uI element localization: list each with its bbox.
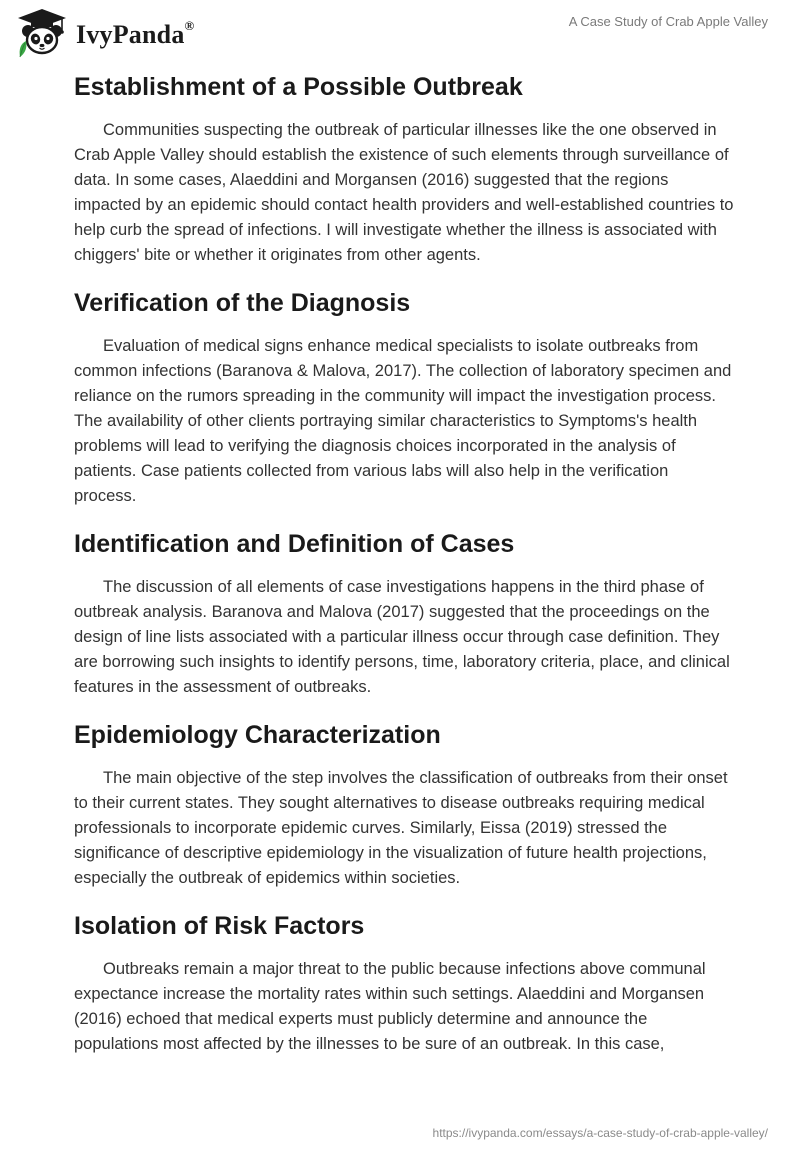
page-header — [0, 0, 800, 64]
section-paragraph: The discussion of all elements of case investigations happens in the third phase of outbreak analysis. Baranova and Malova (2017) suggested that the proceedings on the design of line lists associated with a particular illness occur through case definition. They are borrowing such insights to identify persons, time, laboratory criteria, place, and clinical features in the assessment of outbreaks. — [74, 578, 730, 696]
brand-name: IvyPanda® — [76, 18, 195, 49]
section-establishment — [74, 70, 734, 268]
section-heading: Epidemiology Characterization — [74, 721, 441, 749]
section-identification — [74, 527, 734, 700]
document-title: A Case Study of Crab Apple Valley — [568, 14, 768, 29]
panda-graduate-icon — [14, 7, 70, 59]
section-paragraph: Outbreaks remain a major threat to the public because infections above communal expectance increase the mortality rates within such settings. Alaeddini and Morgansen (2016) echoed that medical experts must publicly determine and announce the populations most affected by the illnesses to be sure of an outbreak. In this case, — [74, 960, 706, 1053]
section-paragraph: Communities suspecting the outbreak of particular illnesses like the one observed in Crab Apple Valley should establish the existence of such elements through surveillance of data. In some cases, Alaeddini and Morgansen (2016) suggested that the regions impacted by an epidemic should contact health providers and well-established countries to help curb the spread of infections. I will investigate whether the illness is associated with chiggers' bite or whether it originates from other agents. — [74, 121, 734, 264]
section-paragraph: The main objective of the step involves the classification of outbreaks from their onset to their current states. They sought alternatives to disease outbreaks requiring medical professionals to incorporate epidemic curves. Similarly, Eissa (2019) stressed the significance of descriptive epidemiology in the visualization of future health projections, especially the outbreak of epidemics within societies. — [74, 769, 728, 887]
section-heading: Establishment of a Possible Outbreak — [74, 73, 523, 101]
essay-content — [74, 70, 734, 1075]
section-heading: Verification of the Diagnosis — [74, 289, 411, 317]
ivypanda-logo[interactable] — [14, 6, 194, 60]
section-risk-factors — [74, 909, 734, 1057]
section-paragraph: Evaluation of medical signs enhance medical specialists to isolate outbreaks from common infections (Baranova & Malova, 2017). The collection of laboratory specimen and reliance on the rumors spreading in the community will impact the investigation process. The availability of other clients portraying similar characteristics to Symptoms's health problems will lead to verifying the diagnosis choices incorporated in the analysis of patients. Case patients collected from various labs will also help in the verification process. — [74, 337, 732, 505]
section-epidemiology — [74, 718, 734, 891]
section-verification — [74, 286, 734, 509]
section-heading: Identification and Definition of Cases — [74, 530, 515, 558]
source-url-link[interactable]: https://ivypanda.com/essays/a-case-study-of-crab-apple-valley/ — [432, 1126, 768, 1140]
registered-mark: ® — [184, 18, 195, 33]
section-heading: Isolation of Risk Factors — [74, 912, 365, 940]
